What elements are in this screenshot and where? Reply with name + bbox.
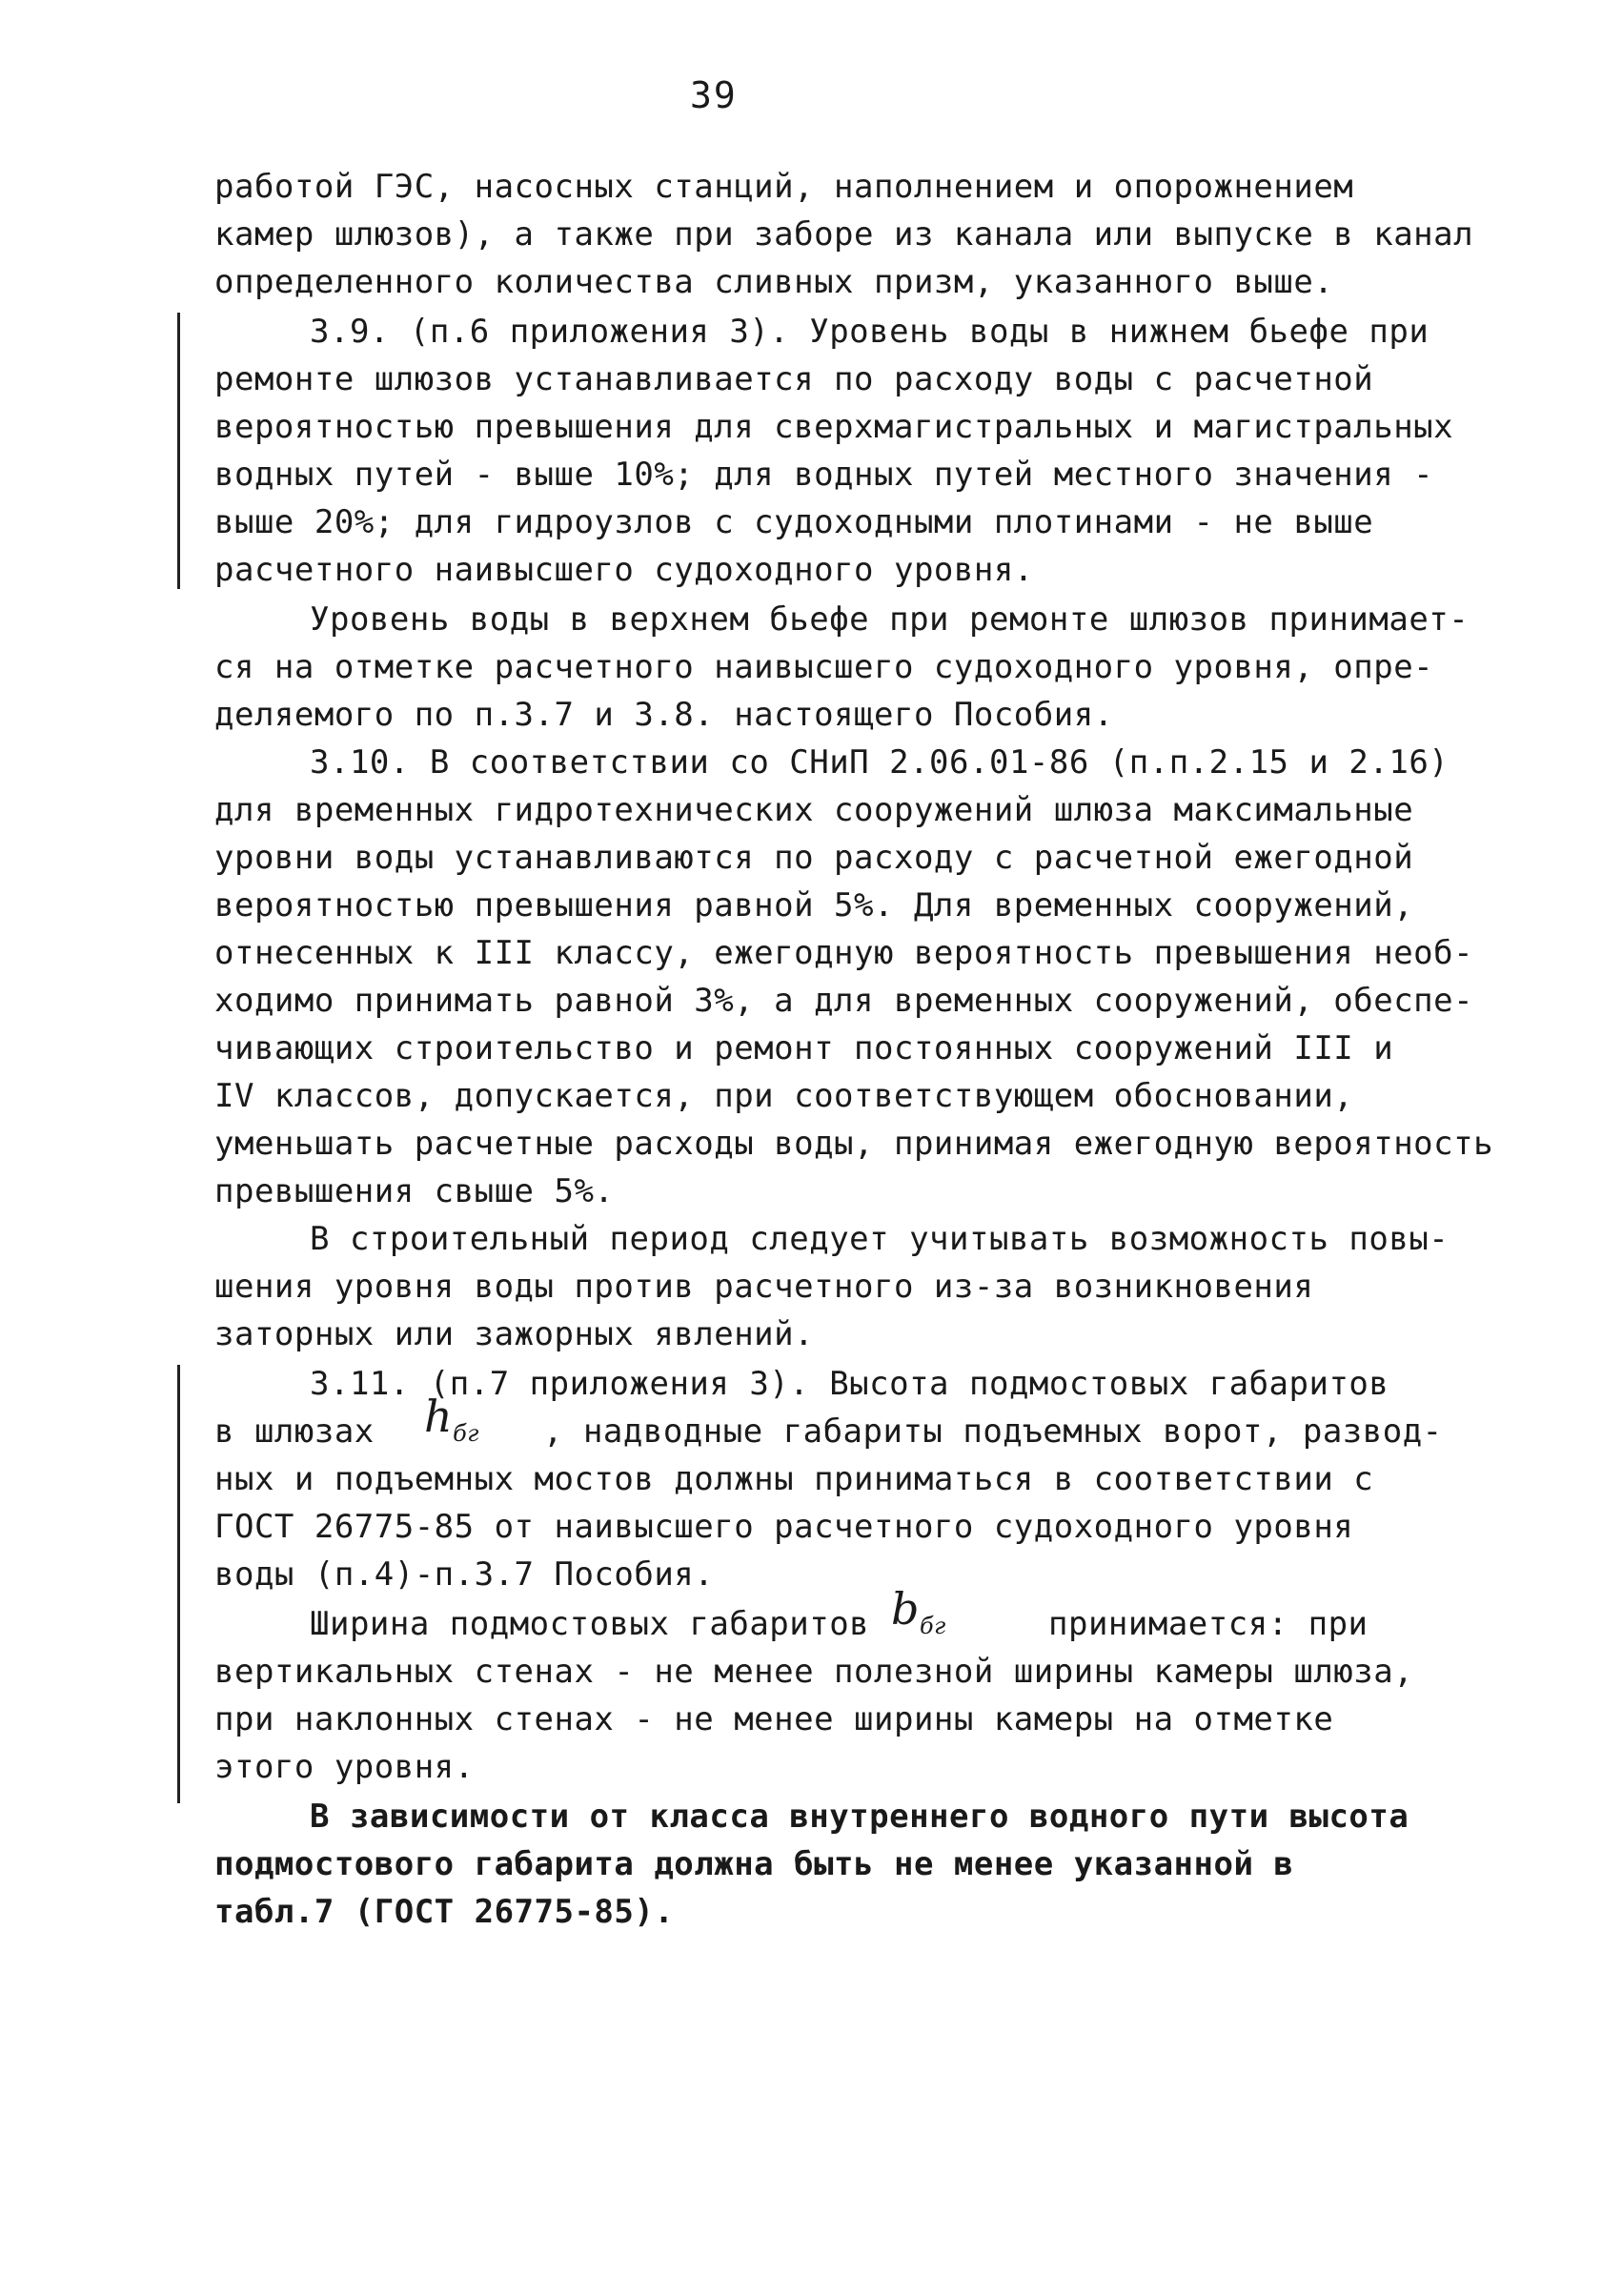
formula-h-bg: $h_{бг}$ [424, 1391, 479, 1448]
text-line: водных путей - выше 10%; для водных путей местного значения - [214, 456, 1434, 494]
text-line: отнесенных к III классу, ежегодную вероятность превышения необ- [214, 934, 1474, 972]
text-line: Уровень воды в верхнем бьефе при ремонте шлюзов принимает- [310, 600, 1470, 639]
text-line: табл.7 (ГОСТ 26775-85). [214, 1893, 675, 1931]
text-line: ремонте шлюзов устанавливается по расходу воды с расчетной [214, 360, 1374, 398]
text-line: превышения свыше 5%. [214, 1172, 615, 1210]
text-line: уменьшать расчетные расходы воды, принимая ежегодную вероятность [214, 1125, 1494, 1163]
text-line: ся на отметке расчетного наивысшего судоходного уровня, опре- [214, 648, 1434, 686]
text-line: в шлюзах [214, 1412, 375, 1451]
text-line: ных и подъемных мостов должны приниматься в соответствии с [214, 1460, 1374, 1498]
text-line: уровни воды устанавливаются по расходу с расчетной ежегодной [214, 839, 1414, 877]
text-line: подмостового габарита должна быть не менее указанной в [214, 1845, 1294, 1883]
text-line: камер шлюзов), а также при заборе из канала или выпуске в канал [214, 215, 1474, 254]
section-3-10-heading: 3.10. В соответствии со СНиП 2.06.01-86 (п.п.2.15 и 2.16) [310, 743, 1450, 782]
text-line: , надводные габариты подъемных ворот, развод- [543, 1412, 1443, 1451]
text-line: вероятностью превышения для сверхмагистральных и магистральных [214, 408, 1454, 446]
text-line: чивающих строительство и ремонт постоянных сооружений III и [214, 1029, 1394, 1067]
text-line: В строительный период следует учитывать возможность повы- [310, 1220, 1450, 1258]
text-line: IV классов, допускается, при соответствующем обосновании, [214, 1077, 1354, 1115]
text-line: ходимо принимать равной 3%, а для временных сооружений, обеспе- [214, 982, 1474, 1020]
formula-b-bg: $b_{бг}$ [891, 1583, 946, 1640]
text-line: принимается: при [1048, 1605, 1369, 1643]
section-3-11-heading: 3.11. (п.7 приложения 3). Высота подмостовых габаритов [310, 1365, 1389, 1403]
text-line: шения уровня воды против расчетного из-за возникновения [214, 1268, 1314, 1306]
text-line: заторных или зажорных явлений. [214, 1315, 815, 1353]
text-line: расчетного наивысшего судоходного уровня. [214, 551, 1034, 589]
text-line: работой ГЭС, насосных станций, наполнением и опорожнением [214, 168, 1354, 206]
text-line: воды (п.4)-п.3.7 Пособия. [214, 1555, 715, 1594]
text-line: В зависимости от класса внутреннего водного пути высота [310, 1798, 1409, 1836]
text-line: при наклонных стенах - не менее ширины камеры на отметке [214, 1700, 1334, 1738]
text-line: вертикальных стенах - не менее полезной ширины камеры шлюза, [214, 1653, 1414, 1691]
text-line: Ширина подмостовых габаритов [310, 1605, 870, 1643]
section-3-9-heading: 3.9. (п.6 приложения 3). Уровень воды в нижнем бьефе при [310, 313, 1429, 351]
text-line: этого уровня. [214, 1748, 475, 1786]
text-line: вероятностью превышения равной 5%. Для временных сооружений, [214, 886, 1414, 924]
text-line: деляемого по п.3.7 и 3.8. настоящего Пособия. [214, 696, 1114, 734]
text-line: для временных гидротехнических сооружений шлюза максимальные [214, 791, 1414, 829]
text-line: определенного количества сливных призм, указанного выше. [214, 263, 1334, 301]
page-number: 39 [690, 74, 738, 116]
text-line: выше 20%; для гидроузлов с судоходными плотинами - не выше [214, 503, 1374, 541]
text-line: ГОСТ 26775-85 от наивысшего расчетного судоходного уровня [214, 1508, 1354, 1546]
